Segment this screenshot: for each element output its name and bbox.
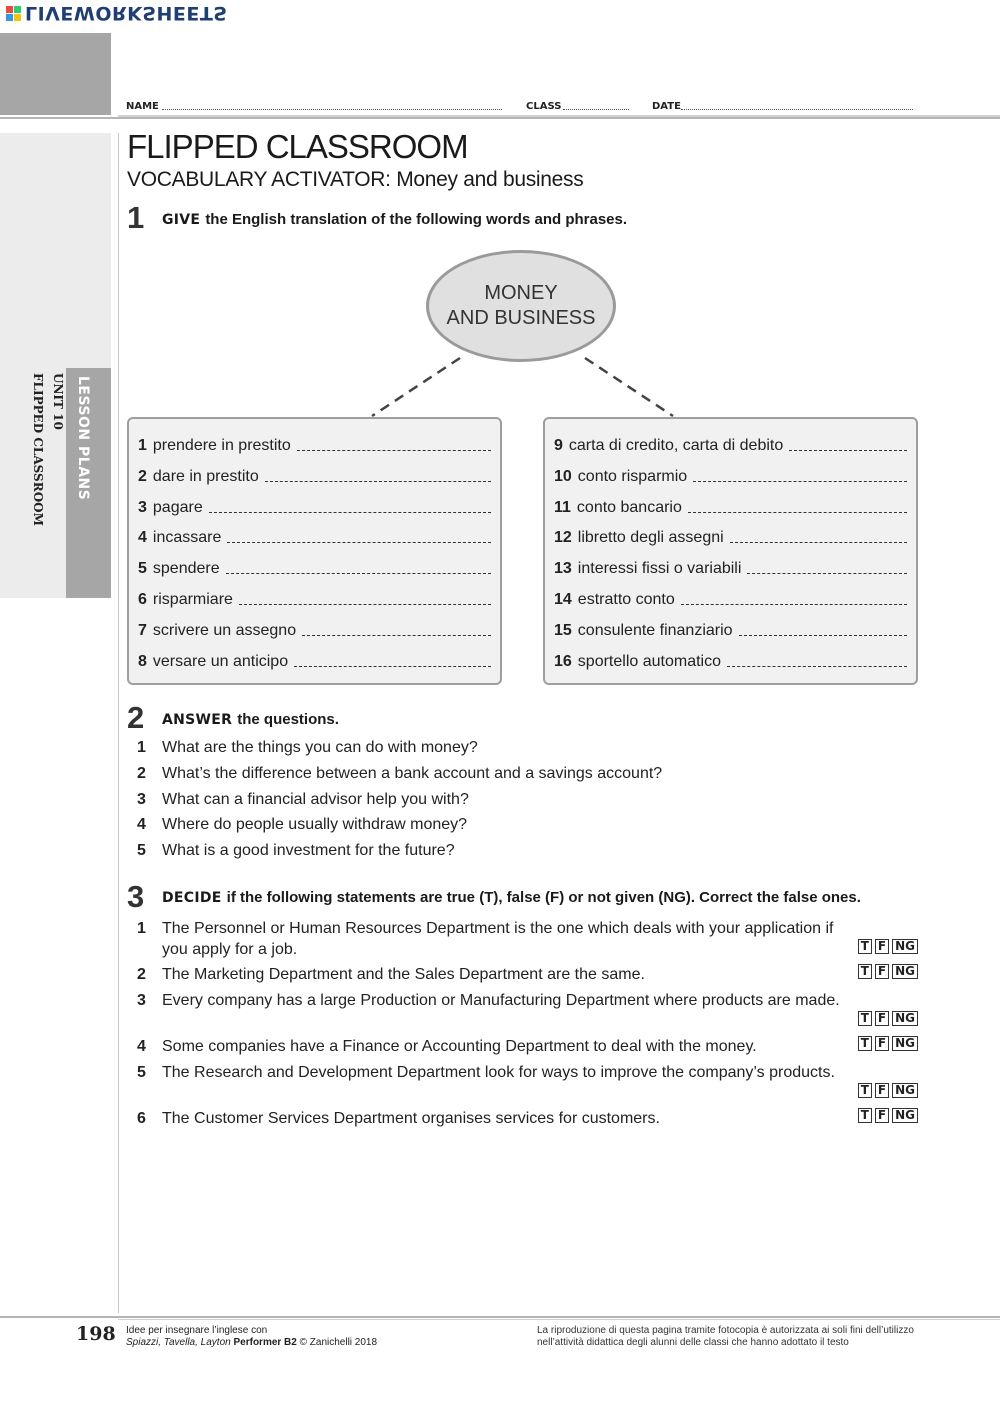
statement-item xyxy=(137,1036,921,1057)
statement-number: 4 xyxy=(137,1038,146,1055)
name-field[interactable] xyxy=(162,100,502,110)
option-f-box[interactable]: F xyxy=(875,1108,889,1123)
vocab-answer-line[interactable] xyxy=(688,512,907,513)
option-t-box[interactable]: T xyxy=(858,1083,872,1098)
tfng-options xyxy=(858,1083,918,1098)
option-f-box[interactable]: F xyxy=(875,964,889,979)
option-t-box[interactable]: T xyxy=(858,1011,872,1026)
left-margin-rule xyxy=(118,133,119,1313)
exercise-3-instruction xyxy=(162,889,861,906)
vocab-item-number: 8 xyxy=(138,652,147,670)
question-number: 3 xyxy=(137,790,146,808)
exercise-1-instruction xyxy=(162,211,627,228)
footer-notice-line2: nell’attività didattica degli alunni delle classi che hanno adottato il testo xyxy=(537,1337,849,1348)
vocab-item-text: versare un anticipo xyxy=(152,652,289,670)
vocab-box-right xyxy=(543,417,918,685)
sidebar-section: FLIPPED CLASSROOM xyxy=(31,373,45,526)
option-f-box[interactable]: F xyxy=(875,1083,889,1098)
sidebar-lesson-plans: LESSON PLANS xyxy=(75,376,91,501)
vocab-item xyxy=(138,618,491,640)
question-number: 1 xyxy=(137,739,146,756)
sidebar-unit: UNIT 10 xyxy=(51,373,65,430)
tfng-options xyxy=(858,1036,918,1051)
question-number: 4 xyxy=(137,816,146,834)
vocab-item-number: 1 xyxy=(138,437,147,454)
question-item xyxy=(137,816,467,834)
vocab-item xyxy=(554,495,907,517)
question-text: Where do people usually withdraw money? xyxy=(162,816,468,834)
vocab-item-text: sportello automatico xyxy=(577,652,721,670)
vocab-answer-line[interactable] xyxy=(297,450,491,451)
question-item xyxy=(137,791,469,809)
date-label: DATE xyxy=(652,101,681,112)
vocab-item-number: 16 xyxy=(554,652,572,670)
vocab-item-number: 3 xyxy=(138,498,147,516)
vocab-item xyxy=(554,618,907,640)
vocab-answer-line[interactable] xyxy=(727,666,907,667)
statement-text: The Personnel or Human Resources Department is the one which deals with your application if you apply for a job. xyxy=(162,920,834,958)
option-ng-box[interactable]: NG xyxy=(892,1083,918,1098)
vocab-item-text: pagare xyxy=(152,498,203,516)
class-field[interactable] xyxy=(563,100,629,110)
question-text: What is a good investment for the future? xyxy=(162,842,455,860)
exercise-2-number: 2 xyxy=(127,700,145,735)
exercise-3-text: if the following statements are true (T), false (F) or not given (NG). Correct the false ones. xyxy=(226,889,861,906)
option-ng-box[interactable]: NG xyxy=(892,1011,918,1026)
option-t-box[interactable]: T xyxy=(858,1108,872,1123)
statement-item xyxy=(137,990,921,1032)
vocab-item-number: 9 xyxy=(554,437,563,454)
option-f-box[interactable]: F xyxy=(875,1011,889,1026)
footer-copyright: © Zanichelli 2018 xyxy=(299,1337,378,1348)
vocab-item xyxy=(554,556,907,578)
vocab-item-text: conto risparmio xyxy=(577,467,688,485)
vocab-item xyxy=(138,587,491,609)
topic-bubble-line2: AND BUSINESS xyxy=(446,307,596,329)
vocab-answer-line[interactable] xyxy=(789,450,907,451)
vocab-item xyxy=(138,433,491,455)
statement-text: The Research and Development Department look for ways to improve the company’s products. xyxy=(162,1064,835,1081)
vocab-item-text: incassare xyxy=(152,529,222,547)
footer-authors: Spiazzi, Tavella, Layton xyxy=(126,1337,231,1348)
footer-credits-line1: Idee per insegnare l’inglese con xyxy=(126,1325,268,1336)
page-title: FLIPPED CLASSROOM xyxy=(127,128,468,165)
tfng-options xyxy=(858,1011,918,1026)
vocab-item-number: 12 xyxy=(554,529,572,547)
question-text: What’s the difference between a bank account and a savings account? xyxy=(162,764,663,782)
statement-item xyxy=(137,918,921,960)
option-ng-box[interactable]: NG xyxy=(892,939,918,954)
liveworksheets-logo xyxy=(6,2,228,24)
statement-item xyxy=(137,964,921,985)
vocab-item xyxy=(554,649,907,671)
vocab-answer-line[interactable] xyxy=(747,573,907,574)
vocab-answer-line[interactable] xyxy=(681,604,907,605)
option-ng-box[interactable]: NG xyxy=(892,1108,918,1123)
vocab-answer-line[interactable] xyxy=(302,635,491,636)
footer-notice-line1: La riproduzione di questa pagina tramite fotocopia è autorizzata ai soli fini dell’utilizzo xyxy=(537,1325,914,1336)
question-item xyxy=(137,765,662,783)
statement-number: 1 xyxy=(137,920,146,937)
statement-text: The Customer Services Department organises services for customers. xyxy=(162,1110,660,1127)
vocab-item xyxy=(554,525,907,547)
class-label: CLASS xyxy=(526,101,562,112)
vocab-item-number: 2 xyxy=(138,467,147,485)
vocab-item xyxy=(554,587,907,609)
footer-book: Performer B2 xyxy=(233,1337,297,1348)
vocab-item-number: 5 xyxy=(138,560,147,578)
vocab-answer-line[interactable] xyxy=(226,573,491,574)
vocab-answer-line[interactable] xyxy=(265,481,491,482)
option-ng-box[interactable]: NG xyxy=(892,1036,918,1051)
vocab-item xyxy=(554,464,907,486)
statement-number: 5 xyxy=(137,1064,146,1081)
vocab-item-number: 10 xyxy=(554,467,572,485)
topic-bubble xyxy=(426,250,616,362)
exercise-1-text: the English translation of the following words and phrases. xyxy=(205,211,628,228)
vocab-box-left xyxy=(127,417,502,685)
statement-number: 3 xyxy=(137,992,146,1009)
vocab-item xyxy=(138,649,491,671)
vocab-item-text: prendere in prestito xyxy=(152,437,291,454)
statement-number: 2 xyxy=(137,966,146,983)
vocab-item-number: 4 xyxy=(138,529,147,547)
vocab-answer-line[interactable] xyxy=(239,604,491,605)
exercise-2-instruction xyxy=(162,711,339,728)
vocab-item xyxy=(138,556,491,578)
statement-item xyxy=(137,1062,921,1104)
vocab-item-text: carta di credito, carta di debito xyxy=(568,437,784,454)
question-item xyxy=(137,739,478,757)
name-label: NAME xyxy=(126,101,159,112)
exercise-1-number: 1 xyxy=(127,200,145,235)
exercise-2-text: the questions. xyxy=(237,711,339,728)
footer-divider xyxy=(0,1316,1000,1318)
vocab-answer-line[interactable] xyxy=(294,666,491,667)
statement-item xyxy=(137,1108,921,1129)
vocab-item-number: 14 xyxy=(554,591,572,608)
option-t-box[interactable]: T xyxy=(858,1036,872,1051)
vocab-answer-line[interactable] xyxy=(730,542,907,543)
vocab-item-text: risparmiare xyxy=(152,591,233,608)
page-number: 198 xyxy=(76,1323,116,1345)
tfng-options xyxy=(858,1108,918,1123)
option-f-box[interactable]: F xyxy=(875,939,889,954)
statement-text: Every company has a large Production or Manufacturing Department where products are made. xyxy=(162,992,840,1009)
vocab-item-number: 13 xyxy=(554,560,572,578)
vocab-item-number: 11 xyxy=(554,498,571,516)
connector-right xyxy=(585,358,673,416)
statement-number: 6 xyxy=(137,1110,146,1127)
vocab-item-text: consulente finanziario xyxy=(577,621,733,639)
vocab-item xyxy=(138,525,491,547)
logo-text: LIVEWORKSHEETS xyxy=(25,2,228,24)
vocab-answer-line[interactable] xyxy=(227,542,491,543)
vocab-answer-line[interactable] xyxy=(739,635,907,636)
option-ng-box[interactable]: NG xyxy=(892,964,918,979)
question-number: 5 xyxy=(137,842,146,860)
exercise-3-number: 3 xyxy=(127,879,145,914)
statement-text: Some companies have a Finance or Accounting Department to deal with the money. xyxy=(162,1038,757,1055)
option-f-box[interactable]: F xyxy=(875,1036,889,1051)
statement-text: The Marketing Department and the Sales Department are the same. xyxy=(162,966,645,983)
vocab-item xyxy=(554,433,907,455)
page-subtitle: VOCABULARY ACTIVATOR: Money and business xyxy=(127,168,584,191)
vocab-item-number: 7 xyxy=(138,621,147,639)
option-t-box[interactable]: T xyxy=(858,964,872,979)
exercise-3-keyword: DECIDE xyxy=(162,890,222,906)
vocab-item-text: spendere xyxy=(152,560,220,578)
header-gray-tab xyxy=(0,33,111,115)
question-number: 2 xyxy=(137,764,146,782)
footer-credits xyxy=(126,1325,377,1349)
date-field[interactable] xyxy=(681,100,913,110)
exercise-2-keyword: ANSWER xyxy=(162,712,233,728)
vocab-answer-line[interactable] xyxy=(209,512,491,513)
connector-left xyxy=(372,358,460,416)
vocab-item xyxy=(138,464,491,486)
tfng-options xyxy=(858,964,918,979)
tfng-options xyxy=(858,939,918,954)
vocab-item-text: interessi fissi o variabili xyxy=(577,560,742,578)
footer-notice xyxy=(537,1325,914,1349)
vocab-item xyxy=(138,495,491,517)
header-divider xyxy=(0,117,1000,119)
vocab-item-text: scrivere un assegno xyxy=(152,621,297,639)
topic-bubble-line1: MONEY xyxy=(484,282,558,304)
question-text: What are the things you can do with money? xyxy=(162,739,478,756)
vocab-answer-line[interactable] xyxy=(693,481,907,482)
vocab-item-text: estratto conto xyxy=(577,591,675,608)
vocab-item-text: libretto degli assegni xyxy=(577,529,724,547)
footer-divider-inner xyxy=(118,1319,1000,1320)
vocab-item-number: 6 xyxy=(138,591,147,608)
logo-blocks-icon xyxy=(6,6,21,21)
vocab-item-number: 15 xyxy=(554,621,572,639)
option-t-box[interactable]: T xyxy=(858,939,872,954)
exercise-1-keyword: GIVE xyxy=(162,212,201,228)
sidebar-unit-label xyxy=(28,373,68,526)
vocab-item-text: conto bancario xyxy=(576,498,682,516)
vocab-item-text: dare in prestito xyxy=(152,467,259,485)
question-text: What can a financial advisor help you with? xyxy=(162,790,469,808)
question-item xyxy=(137,842,455,860)
